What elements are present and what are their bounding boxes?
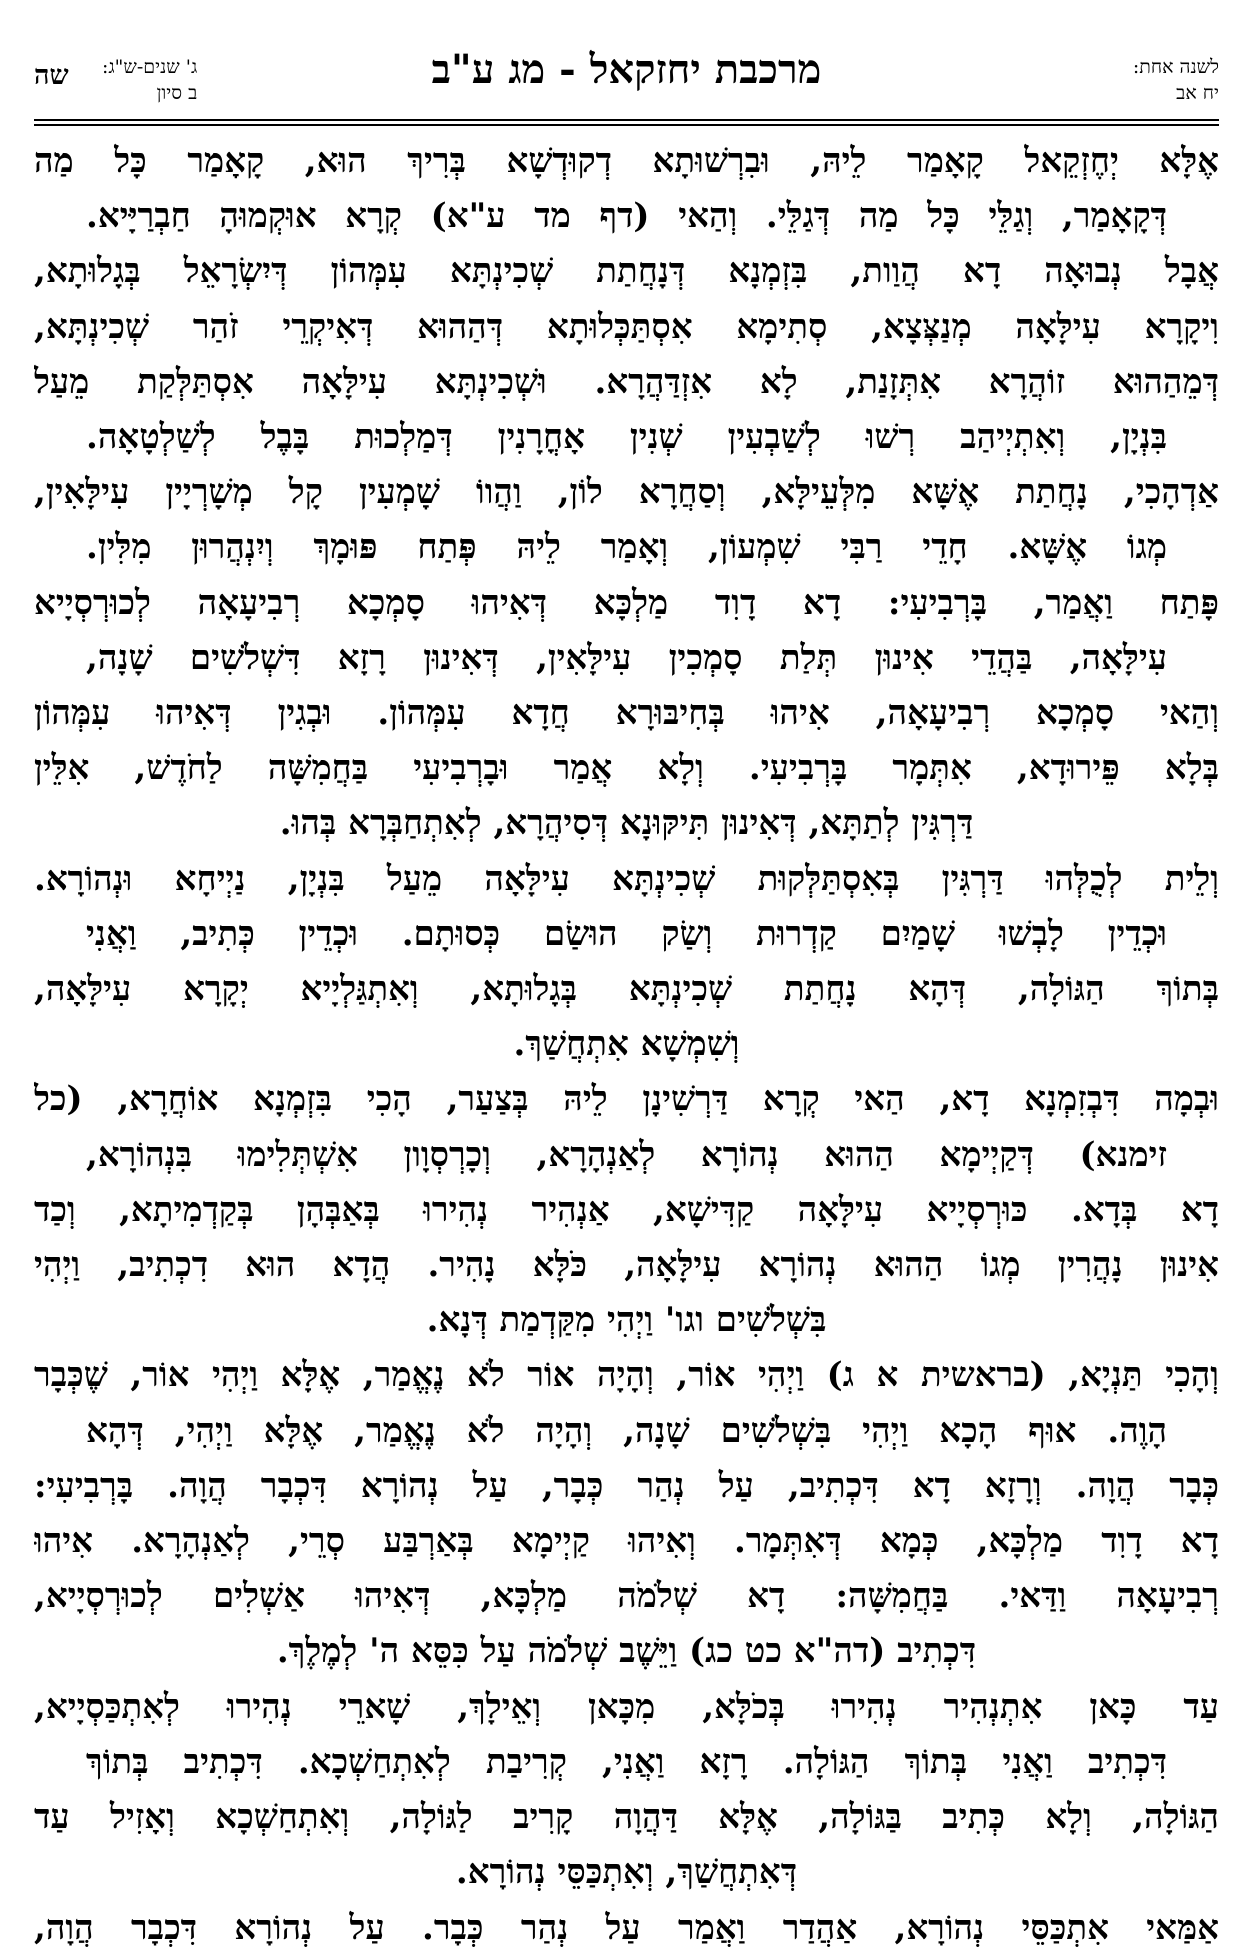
text-line: דַּרְגִּין לְתַתָּא, דְּאִינוּן תִּיקּוּנָא דְּסִיהֲרָא, לְאִתְחַבְּרָא בְּהוּ. [279, 803, 974, 844]
text-line: עִילָּאָה, בַּהֲדֵי אִינוּן תְּלַת סָמְכִין עִילָּאִין, דְּאִינוּן רָזָא דִּשְׁלֹשִׁים שָׁנָה, [86, 637, 1167, 678]
text-line: וּבְמָה דִּבְזִמְנָא דָא, הַאי קְרָא דַּרְשִׁינָן לֵיהּ בְּצַעַר, הָכִי בִּזְמְנָא אוֹחֲרָא, (כל [34, 1079, 1219, 1120]
text-line: וּכְדֵין לָבְשׁוּ שָׁמַיִם קַדְרוּת וְשַׂק הוּשַׂם כְּסוּתָם. וּכְדֵין כְּתִיב, וַאֲנִי [86, 913, 1167, 954]
text-line: מְגוֹ אֶשָּׁא. חָדֵי רַבִּי שִׁמְעוֹן, וְאָמַר לֵיהּ פְּתַח פּוּמָךְ וְיִנְהֲרוּן מִלִּין. [86, 527, 1167, 568]
text-line: וְהָכִי תַּנְיָא, (בראשית א ג) וַיְהִי אוֹר, וְהָיָה אוֹר לֹא נֶאֱמַר, אֶלָּא וַיְהִי אוֹר, שֶׁכְּבָר [34, 1355, 1219, 1396]
text-line: דָא דָוִד מַלְכָּא, כְּמָא דְּאִתְּמָר. וְאִיהוּ קַיְימָא בְּאַרְבַּע סְרֵי, לְאַנְהָרָא. אִיהוּ [34, 1521, 1219, 1562]
study-cycle-date: יח אב [1176, 82, 1219, 104]
text-line: דְּקָאָמַר, וְגַלֵּי כָּל מַה דְּגַלֵּי. וְהַאי (דף מד ע"א) קְרָא אוּקְמוּהָ חַבְרַיָּיא. [86, 196, 1167, 237]
text-line: וְשִׁמְשָׁא אִתְחֲשַׁךְ. [513, 1024, 740, 1065]
multi-year-dates [102, 54, 197, 106]
text-line: הָוֶה. אוּף הָכָא וַיְהִי בִּשְׁלֹשִׁים שָׁנָה, וְהָיָה לֹא נֶאֱמַר, אֶלָּא וַיְהִי, דְּהָא [86, 1410, 1167, 1451]
text-line: וְלֵית לְכֻלְּהוּ דַּרְגִּין בְּאִסְתַּלְּקוּת שְׁכִינְתָּא עִילָּאָה מֵעַל בִּנְיָן, נַיְיחָא וּנְהוֹרָא. [34, 858, 1219, 899]
text-line: בְּתוֹךְ הַגּוֹלָה, דְּהָא נָחֲתַת שְׁכִינְתָּא בְּגָלוּתָא, וְאִתְגַּלְיָיא יְקָרָא עִילָּאָה, [34, 969, 1219, 1010]
page-title: מרכבת יחזקאל - מג ע"ב [431, 46, 822, 93]
text-line: הַגּוֹלָה, וְלָא כְּתִיב בַּגּוֹלָה, אֶלָּא דַּהֲוָה קָרִיב לַגּוֹלָה, וְאִתְחַשְׁכָא וְאָזִיל עַד [34, 1797, 1219, 1838]
header-rule-top [34, 119, 1219, 121]
text-line: רְבִיעָאָה וַדַּאי. בַּחֲמִשָּׁה: דָא שְׁלֹמֹה מַלְכָּא, דְּאִיהוּ אַשְׁלִים לְכוּרְסְיָיא, [34, 1576, 1219, 1617]
multi-year-label: ג' שנים-ש"ג: [102, 56, 198, 78]
text-body [34, 134, 1219, 1956]
text-line: פָּתַח וַאֲמַר, בָּרְבִיעִי: דָא דָוִד מַלְכָּא דְּאִיהוּ סָמְכָא רְבִיעָאָה לְכוּרְסְיָיא [34, 582, 1219, 623]
text-line: עַד כָּאן אִתְנְהִיר נְהִירוּ בְּכֹלָּא, מִכָּאן וְאֵילָךְ, שָׁארֵי נְהִירוּ לְאִתְכַּסְיָיא, [34, 1686, 1219, 1727]
text-line: וִיקָרָא עִילָּאָה מְנַצְּצָא, סְתִימָא אִסְתַּכְּלוּתָא דְּהַהוּא דְּאִיקְרֵי זֹהַר שְׁכִינְתָּא, [34, 306, 1219, 347]
page-header [34, 40, 1219, 126]
text-line: וְהַאי סָמְכָא רְבִיעָאָה, אִיהוּ בְּחִיבּוּרָא חֲדָא עִמְּהוֹן. וּבְגִין דְּאִיהוּ עִמְּהוֹן [34, 693, 1219, 734]
text-line: בִּשְׁלֹשִׁים וגו' וַיְהִי מִקַּדְמַת דְּנָא. [426, 1300, 827, 1341]
page-number: שה [34, 60, 69, 91]
multi-year-info [34, 54, 224, 110]
text-line: דְּאִתְחֲשַׁךְ, וְאִתְכַּסֵּי נְהוֹרָא. [455, 1852, 798, 1893]
text-line: כְּבָר הֲוָה. וְרָזָא דָא דִּכְתִיב, עַל נְהַר כְּבָר, עַל נְהוֹרָא דִּכְבָר הֲוָה. בָּרְבִיעִי: [34, 1465, 1219, 1506]
text-line: דִּכְתִיב וַאֲנִי בְּתוֹךְ הַגּוֹלָה. רָזָא וַאֲנִי, קְרִיבַת לְאִתְחַשְׁכָא. דִּכְתִיב בְּתוֹךְ [86, 1741, 1167, 1782]
text-line: דָא בְּדָא. כּוּרְסְיָיא עִילָּאָה קַדִּישָׁא, אַנְהִיר נְהִירוּ בְּאַבְּהָן בְּקַדְמִיתָא, וְכַד [34, 1189, 1219, 1230]
text-line: אַמַּאי אִתְכַּסֵּי נְהוֹרָא, אַהֲדַר וַאֲמַר עַל נְהַר כְּבָר. עַל נְהוֹרָא דִּכְבָר הֲוָה, [34, 1907, 1219, 1948]
page [34, 40, 1219, 1948]
text-line: אֶלָּא יְחֶזְקֵאל קָאָמַר לֵיהּ, וּבִרְשׁוּתָא דְקוּדְשָׁא בְּרִיךְ הוּא, קָאָמַר כָּל מַה [34, 141, 1219, 181]
text-line: דִּכְתִיב (דה"א כט כג) וַיֵּשֶׁב שְׁלֹמֹה עַל כִּסֵּא ה' לְמֶלֶךְ. [276, 1631, 977, 1672]
text-line: בִּנְיָן, וְאִתְיְיהַב רְשׁוּ לְשַׁבְעִין שְׁנִין אָחֳרָנִין דְּמַלְכוּת בָּבֶל לְשַׁלְטָאָה. [86, 417, 1167, 458]
text-line: דְּמֵהַהוּא זוֹהֲרָא אִתְּזָנַת, לָא אִזְדַּהֲרָא. וּשְׁכִינְתָּא עִילָּאָה אִסְתַּלְּקַת מֵעַל [34, 361, 1219, 402]
text-line: אִינוּן נָהֲרִין מְגוֹ הַהוּא נְהוֹרָא עִילָּאָה, כֹּלָּא נָהִיר. הֲדָא הוּא דִכְתִיב, וַיְהִי [34, 1245, 1219, 1286]
header-rule-bottom [34, 124, 1219, 126]
multi-year-date: ב סיון [156, 82, 198, 104]
text-line: בְּלָא פֵּירוּדָא, אִתְּמָר בָּרְבִיעִי. וְלָא אֲמַר וּבָרְבִיעִי בַּחֲמִשָּׁה לַחֹדֶשׁ, אִלֵּין [34, 748, 1219, 789]
text-line: זימנא) דְּקַיְימָא הַהוּא נְהוֹרָא לְאַנְהָרָא, וְכָרְסְוָון אִשְׁתְּלִימוּ בִּנְהוֹרָא, [86, 1134, 1167, 1175]
study-cycle-label: לשנה אחת: [1132, 56, 1219, 78]
text-line: אֲבָל נְבוּאָה דָא הֲוַות, בִּזְמְנָא דְּנָחֲתַת שְׁכִינְתָּא עִמְּהוֹן דְּיִשְׂרָאֵל בְּגָלוּתָא, [34, 251, 1219, 292]
text-line: אַדְהָכִי, נָחֲתַת אֶשָּׁא מִלְּעֵילָּא, וְסַחֲרָא לוֹן, וַהֲווֹ שָׁמְעִין קָל מְשָׁרְיָין עִילָּאִין, [34, 472, 1219, 513]
